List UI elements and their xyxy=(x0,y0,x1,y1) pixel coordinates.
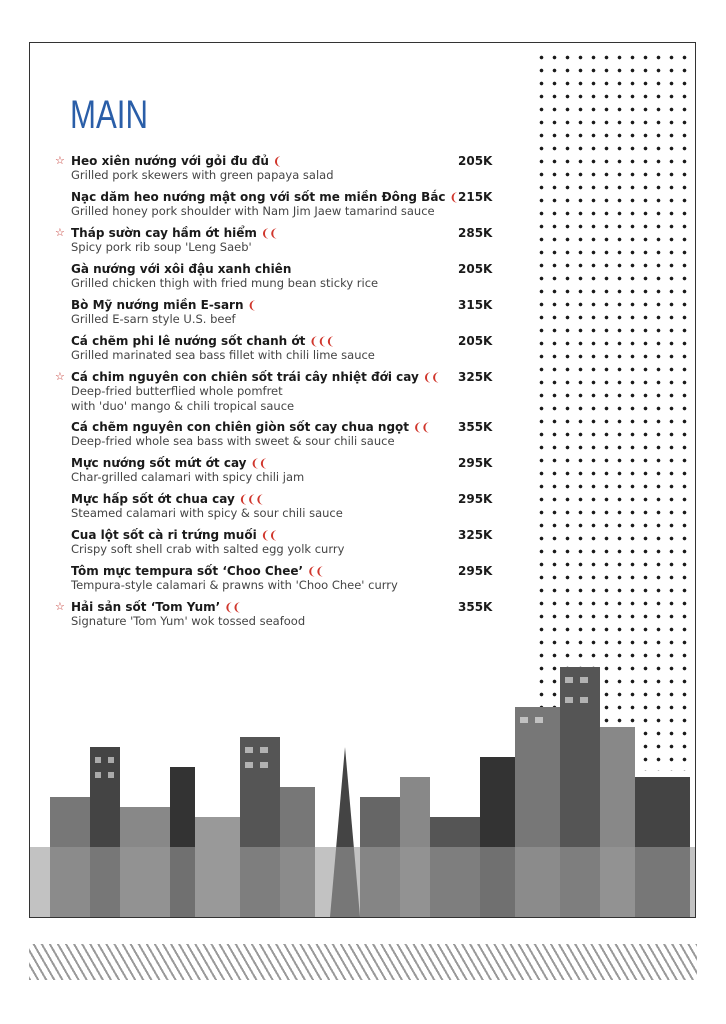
menu-item-price: 205K xyxy=(458,334,493,348)
menu-item-description-line: Char-grilled calamari with spicy chili jam xyxy=(71,470,305,484)
menu-item-description xyxy=(71,578,398,593)
chili-icon: ❨❨ xyxy=(422,371,440,384)
chili-icon: ❨❨ xyxy=(260,529,278,542)
menu-item-description-line: Grilled E-sarn style U.S. beef xyxy=(71,312,236,326)
menu-item-description xyxy=(71,312,236,327)
city-skyline-illustration xyxy=(30,647,696,917)
striped-footer-band xyxy=(29,944,697,980)
menu-item-description-line: Crispy soft shell crab with salted egg yolk curry xyxy=(71,542,345,556)
menu-item xyxy=(30,153,510,187)
menu-item-name-text: Heo xiên nướng với gỏi đu đủ xyxy=(71,154,269,168)
menu-item-price: 285K xyxy=(458,226,493,240)
menu-item-price: 295K xyxy=(458,564,493,578)
menu-item xyxy=(30,369,510,413)
menu-item-name-text: Hải sản sốt ‘Tom Yum’ xyxy=(71,600,221,614)
menu-item-description xyxy=(71,614,305,629)
menu-item xyxy=(30,189,510,223)
menu-item-name-text: Tôm mực tempura sốt ‘Choo Chee’ xyxy=(71,564,304,578)
menu-item-price: 325K xyxy=(458,370,493,384)
menu-item-price: 205K xyxy=(458,262,493,276)
menu-item-description xyxy=(71,168,334,183)
menu-item-name xyxy=(71,261,291,277)
menu-item-name-text: Cá chim nguyên con chiên sốt trái cây nhiệt đới cay xyxy=(71,370,419,384)
menu-item xyxy=(30,333,510,367)
menu-item-price: 325K xyxy=(458,528,493,542)
chili-icon: ❨ xyxy=(449,191,458,204)
menu-item-description-line: Grilled marinated sea bass fillet with chili lime sauce xyxy=(71,348,375,362)
menu-item-name-text: Cá chẽm phi lê nướng sốt chanh ớt xyxy=(71,334,306,348)
menu-item-price: 295K xyxy=(458,456,493,470)
chili-icon: ❨ xyxy=(272,155,282,168)
menu-item-price: 295K xyxy=(458,492,493,506)
menu-item-name-text: Tháp sườn cay hầm ớt hiểm xyxy=(71,226,257,240)
menu-item xyxy=(30,225,510,259)
menu-item-description xyxy=(71,506,343,521)
menu-item-name-text: Bò Mỹ nướng miền E-sarn xyxy=(71,298,244,312)
menu-item-price: 205K xyxy=(458,154,493,168)
menu-item-description xyxy=(71,434,395,449)
menu-item-description-line: Grilled pork skewers with green papaya salad xyxy=(71,168,334,182)
menu-item xyxy=(30,261,510,295)
menu-item-price: 315K xyxy=(458,298,493,312)
menu-item-description-line: Spicy pork rib soup 'Leng Saeb' xyxy=(71,240,252,254)
star-outline-icon: ☆ xyxy=(55,600,65,613)
menu-item xyxy=(30,491,510,525)
menu-item-name-text: Gà nướng với xôi đậu xanh chiên xyxy=(71,262,292,276)
menu-item-description-line: Signature 'Tom Yum' wok tossed seafood xyxy=(71,614,306,628)
menu-item-description-line: Grilled chicken thigh with fried mung bean sticky rice xyxy=(71,276,379,290)
menu-item-description xyxy=(71,348,375,363)
menu-item-description-line: Deep-fried butterflied whole pomfret xyxy=(71,384,283,398)
menu-item-description-line: with 'duo' mango & chili tropical sauce xyxy=(71,399,295,413)
menu-item-description xyxy=(71,276,378,291)
menu-item xyxy=(30,599,510,633)
menu-item-price: 215K xyxy=(458,190,493,204)
chili-icon: ❨❨❨ xyxy=(238,493,264,506)
menu-item-name-text: Mực hấp sốt ớt chua cay xyxy=(71,492,235,506)
menu-item-description xyxy=(71,470,304,485)
menu-item-price: 355K xyxy=(458,420,493,434)
menu-item-price: 355K xyxy=(458,600,493,614)
menu-page xyxy=(29,42,696,918)
menu-item-name-text: Nạc dăm heo nướng mật ong với sốt me miền Đông Bắc xyxy=(71,190,446,204)
star-outline-icon: ☆ xyxy=(55,154,65,167)
chili-icon: ❨❨ xyxy=(250,457,267,470)
star-outline-icon: ☆ xyxy=(55,226,65,239)
chili-icon: ❨❨ xyxy=(307,565,324,578)
chili-icon: ❨❨ xyxy=(413,421,430,434)
menu-item-description-line: Tempura-style calamari & prawns with 'Choo Chee' curry xyxy=(71,578,398,592)
menu-item-description xyxy=(71,542,344,557)
menu-item xyxy=(30,297,510,331)
chili-icon: ❨❨ xyxy=(224,601,241,614)
menu-item-name-text: Cua lột sốt cà ri trứng muối xyxy=(71,528,257,542)
page-title: MAIN xyxy=(70,93,148,137)
menu-item-description xyxy=(71,240,252,255)
menu-item-name-text: Cá chẽm nguyên con chiên giòn sốt cay chua ngọt xyxy=(71,420,410,434)
menu-item-description-line: Steamed calamari with spicy & sour chili sauce xyxy=(71,506,343,520)
menu-item xyxy=(30,527,510,561)
menu-item xyxy=(30,455,510,489)
chili-icon: ❨❨ xyxy=(260,227,278,240)
menu-item xyxy=(30,563,510,597)
menu-item-description-line: Grilled honey pork shoulder with Nam Jim Jaew tamarind sauce xyxy=(71,204,435,218)
menu-item-description xyxy=(71,384,294,414)
menu-item-description-line: Deep-fried whole sea bass with sweet & sour chili sauce xyxy=(71,434,395,448)
menu-item-description xyxy=(71,204,435,219)
menu-item xyxy=(30,419,510,453)
star-outline-icon: ☆ xyxy=(55,370,65,383)
chili-icon: ❨ xyxy=(247,299,256,312)
chili-icon: ❨❨❨ xyxy=(309,335,335,348)
menu-item-name-text: Mực nướng sốt mứt ớt cay xyxy=(71,456,247,470)
